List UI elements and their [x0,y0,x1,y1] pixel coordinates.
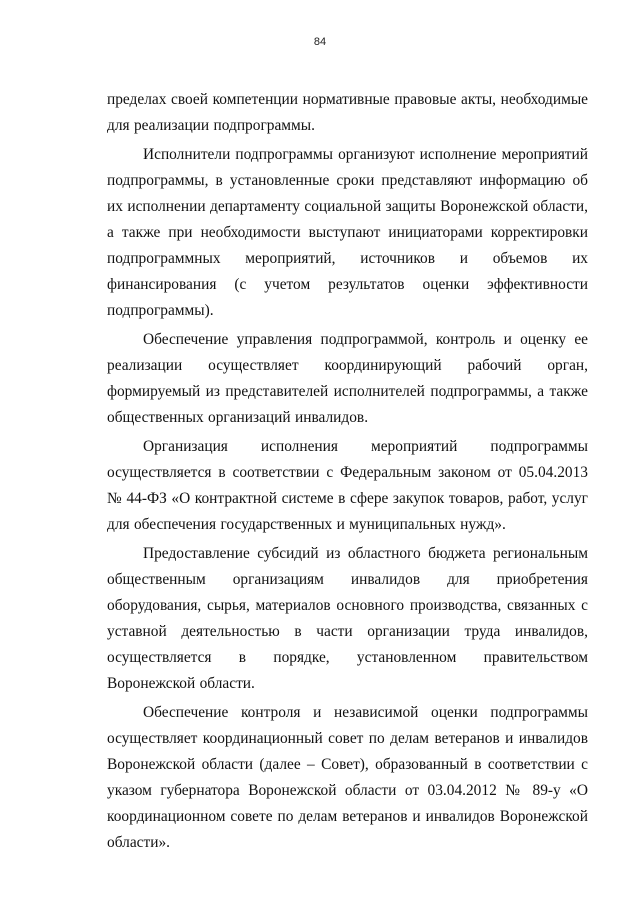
page-number: 84 [313,36,327,48]
document-body [107,87,588,856]
paragraph-federal-law: Организация исполнения мероприятий подпрограммы осуществляется в соответствии с Федеральным законом от 05.04.2013 № 44-ФЗ «О контрактной системе в сфере закупок товаров, работ, услуг для обеспечения государственных и муниципальных нужд». [107,438,588,533]
paragraph-legal-acts: пределах своей компетенции нормативные правовые акты, необходимые для реализации подпрограммы. [107,91,588,134]
paragraph-management: Обеспечение управления подпрограммой, контроль и оценку ее реализации осуществляет координирующий рабочий орган, формируемый из представителей исполнителей подпрограммы, а также общественных организаций инвалидов. [107,331,588,426]
paragraph-control: Обеспечение контроля и независимой оценки подпрограммы осуществляет координационный совет по делам ветеранов и инвалидов Воронежской области (далее – Совет), образованный в соответствии с указом губернатора Воронежской области от 03.04.2012 № 89-у «О координационном совете по делам ветеранов и инвалидов Воронежской области». [107,704,588,851]
paragraph-subsidies: Предоставление субсидий из областного бюджета региональным общественным организациям инвалидов для приобретения оборудования, сырья, материалов основного производства, связанных с уставной деятельностью в части организации труда инвалидов, осуществляется в порядке, установленном правительством Воронежской области. [107,545,588,692]
paragraph-executors: Исполнители подпрограммы организуют исполнение мероприятий подпрограммы, в установленные сроки представляют информацию об их исполнении департаменту социальной защиты Воронежской области, а также при необходимости выступают инициаторами корректировки подпрограммных мероприятий, источников и объемов их финансирования (с учетом результатов оценки эффективности подпрограммы). [107,146,588,319]
